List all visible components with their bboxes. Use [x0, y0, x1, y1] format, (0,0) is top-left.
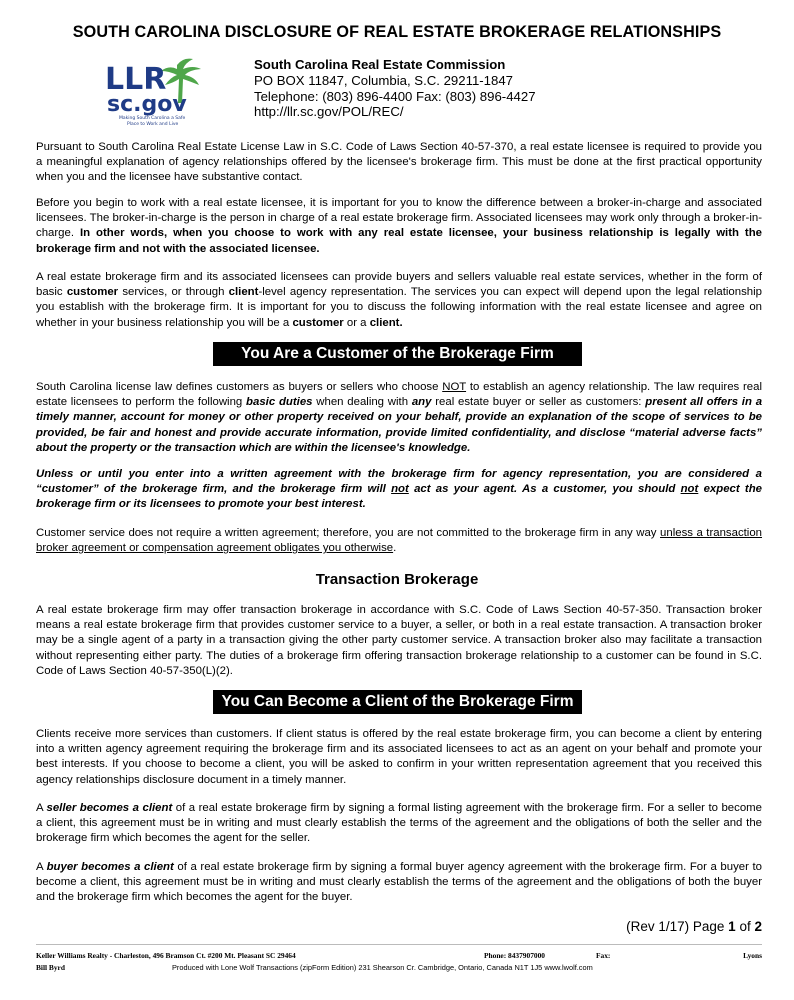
- svg-text:LLR: LLR: [105, 62, 167, 97]
- paragraph-buyer-client: A buyer becomes a client of a real estate brokerage firm by signing a formal buyer agency agreement with the brokerage firm. For a buyer to become a client, this agreement must be in writing and must clearly establish the terms of the agreement and the obligations of both the buyer and the brokerage firm which becomes the agent for the buyer.: [36, 861, 762, 904]
- heading-transaction-brokerage: Transaction Brokerage: [315, 571, 479, 588]
- commission-contact: [254, 57, 536, 120]
- commission-address: PO BOX 11847, Columbia, S.C. 29211-1847: [254, 72, 514, 88]
- page-number: (Rev 1/17) Page 1 of 2: [626, 919, 762, 934]
- footer-produced: Produced with Lone Wolf Transactions (zipForm Edition) 231 Shearson Cr. Cambridge, Ontario, Canada N1T 1J5 www.lwolf.com: [172, 963, 593, 972]
- svg-text:sc.gov: sc.gov: [107, 92, 187, 117]
- footer-name-right: Lyons: [743, 951, 762, 960]
- heading-customer: You Are a Customer of the Brokerage Firm: [213, 342, 582, 366]
- paragraph-customer-duties: South Carolina license law defines customers as buyers or sellers who choose NOT to establish an agency relationship. The law requires real estate licensees to perform the following basic duties when dealing with any real estate buyer or seller as customers: present all offers in a timely manner, account for money or other property received on your behalf, provide an explanation of the scope of services to be provided, be fair and honest and provide accurate information, provide limited confidentiality, and disclose “material adverse facts” about the property or the transaction which are within the licensee's knowledge.: [36, 381, 763, 454]
- footer-company: Keller Williams Realty - Charleston, 496 Bramson Ct. #200 Mt. Pleasant SC 29464: [36, 951, 296, 960]
- commission-name: South Carolina Real Estate Commission: [254, 57, 506, 72]
- document-title: SOUTH CAROLINA DISCLOSURE OF REAL ESTATE BROKERAGE RELATIONSHIPS: [72, 23, 722, 41]
- paragraph-services: A real estate brokerage firm and its associated licensees can provide buyers and sellers valuable real estate services, whether in the form of basic customer services, or through client-level agency representation. The services you can expect will depend upon the legal relationship you establish with the brokerage firm. It is important for you to discuss the following information with the real estate licensee and agree on whether in your business relationship you will be a customer or a client.: [36, 271, 762, 329]
- paragraph-intro: Pursuant to South Carolina Real Estate License Law in S.C. Code of Laws Section 40-57-370, a real estate licensee is required to provide you a meaningful explanation of agency relationships offered by the licensee's brokerage firm. This must be done at the first practical opportunity when you and the licensee have substantive contact.: [36, 141, 762, 184]
- llr-logo: [103, 55, 213, 130]
- paragraph-seller-client: A seller becomes a client of a real estate brokerage firm by signing a formal listing agreement with the brokerage firm. For a seller to become a client, this agreement must be in writing and must clearly establish the terms of the agreement and the obligations of both the seller and the brokerage firm which becomes the agent for the seller.: [36, 802, 762, 845]
- paragraph-transaction-brokerage: A real estate brokerage firm may offer transaction brokerage in accordance with S.C. Code of Laws Section 40-57-350. Transaction broker means a real estate brokerage firm that provides customer service to a buyer, a seller, or both in a real estate transaction. A transaction broker may be a single agent of a party in a transaction giving the other party customer service. A transaction broker also may facilitate a transaction without representing either party. The duties of a brokerage firm offering transaction brokerage relationship to a customer can be found in S.C. Code of Laws Section 40-57-350(L)(2).: [36, 604, 762, 677]
- commission-phone: Telephone: (803) 896-4400 Fax: (803) 896-4427: [254, 88, 536, 104]
- paragraph-customer-service: Customer service does not require a written agreement; therefore, you are not committed to the brokerage firm in any way unless a transaction broker agreement or compensation agreement obligates you otherwise.: [36, 527, 763, 555]
- footer-fax: Fax:: [596, 951, 611, 960]
- footer-divider: [36, 944, 762, 945]
- commission-url[interactable]: http://llr.sc.gov/POL/REC/: [254, 104, 404, 120]
- footer-phone: Phone: 8437907000: [484, 951, 545, 960]
- paragraph-customer-status: Unless or until you enter into a written agreement with the brokerage firm for agency representation, you are considered a “customer” of the brokerage firm, and the brokerage firm will not act as your agent. As a customer, you should not expect the brokerage firm or its licensees to promote your best interest.: [36, 468, 763, 511]
- footer-agent: Bill Byrd: [36, 963, 65, 972]
- paragraph-client: Clients receive more services than customers. If client status is offered by the real estate brokerage firm, you can become a client by entering into a written agency agreement requiring the brokerage firm and its associated licensees to act as an agent on your behalf and promote your best interests. If you choose to become a client, you will be asked to confirm in your written representation agreement that you received this agency relationships disclosure document in a timely manner.: [36, 728, 762, 786]
- svg-text:Making South Carolina a Safe: Making South Carolina a Safe: [119, 116, 186, 121]
- svg-text:Place to Work and Live: Place to Work and Live: [127, 122, 179, 127]
- paragraph-broker-in-charge: Before you begin to work with a real estate licensee, it is important for you to know the difference between a broker-in-charge and associated licensees. The broker-in-charge is the person in charge of a real estate brokerage firm. Associated licensees may work only through a broker-in-charge. In other words, when you choose to work with any real estate licensee, your business relationship is legally with the brokerage firm and not with the associated licensee.: [36, 197, 762, 255]
- heading-client: You Can Become a Client of the Brokerage Firm: [213, 690, 582, 714]
